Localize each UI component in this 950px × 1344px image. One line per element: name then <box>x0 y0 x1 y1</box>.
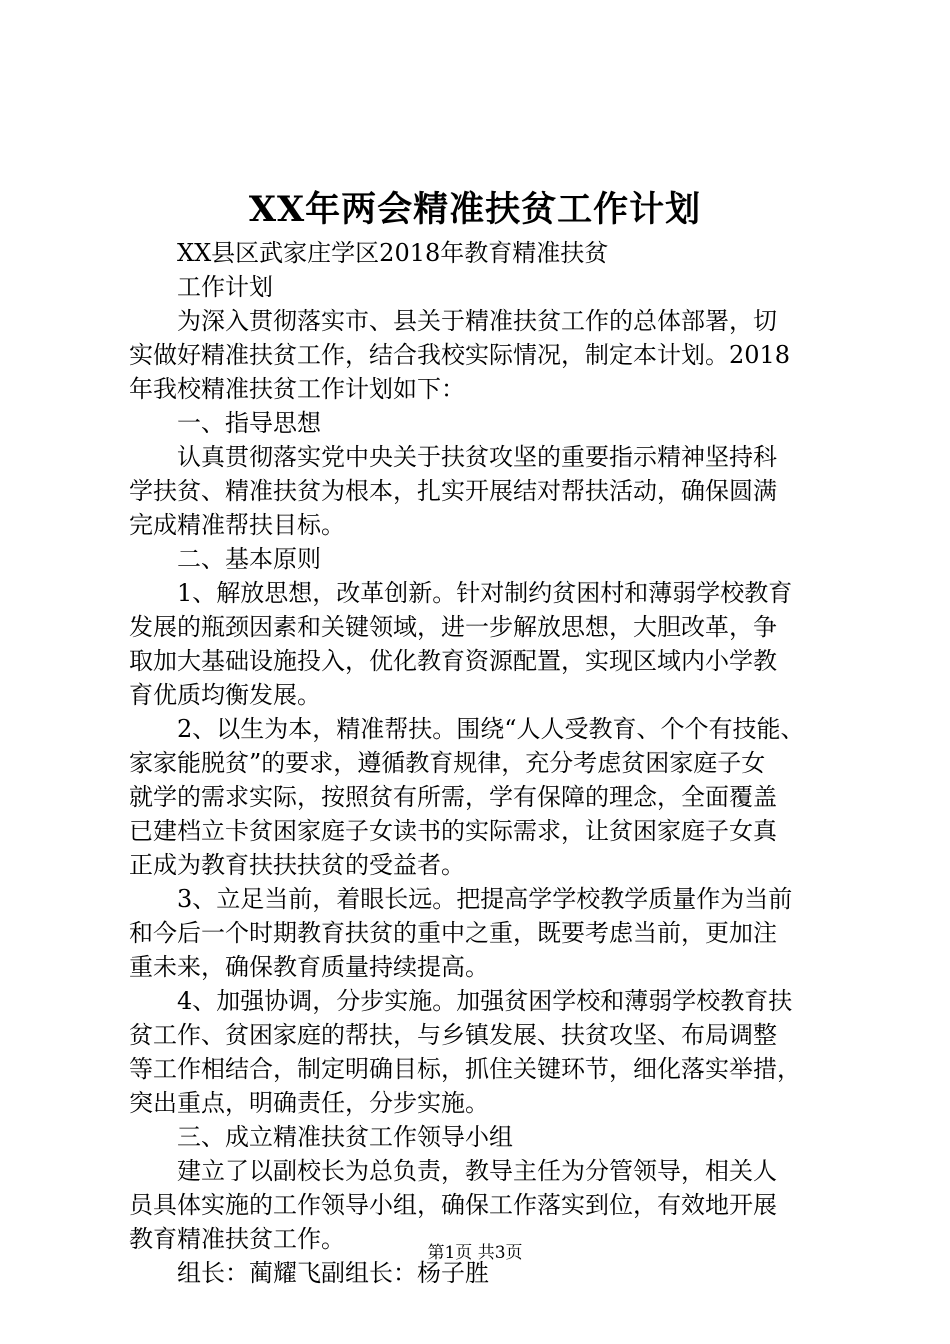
body-line: 2、以生为本，精准帮扶。围绕“人人受教育、个个有技能、 <box>177 715 805 743</box>
body-line: 已建档立卡贫困家庭子女读书的实际需求，让贫困家庭子女真 <box>129 817 777 845</box>
body-line: 突出重点，明确责任，分步实施。 <box>129 1089 489 1117</box>
body-line: 教育精准扶贫工作。 <box>129 1225 345 1253</box>
body-line: 三、成立精准扶贫工作领导小组 <box>177 1123 513 1151</box>
body-line: 为深入贯彻落实市、县关于精准扶贫工作的总体部署，切 <box>177 307 777 335</box>
body-line: 一、指导思想 <box>177 409 321 437</box>
body-line: 实做好精准扶贫工作，结合我校实际情况，制定本计划。2018 <box>129 341 791 369</box>
document-title: XX年两会精准扶贫工作计划 <box>248 189 702 230</box>
body-line: XX县区武家庄学区2018年教育精准扶贫 <box>177 239 609 267</box>
body-line: 建立了以副校长为总负责，教导主任为分管领导，相关人 <box>177 1157 777 1185</box>
body-line: 和今后一个时期教育扶贫的重中之重，既要考虑当前，更加注 <box>129 919 777 947</box>
body-line: 工作计划 <box>177 273 273 301</box>
body-line: 正成为教育扶扶扶贫的受益者。 <box>129 851 465 879</box>
body-line: 1、解放思想，改革创新。针对制约贫困村和薄弱学校教育 <box>177 579 793 607</box>
body-line: 完成精准帮扶目标。 <box>129 511 345 539</box>
body-line: 等工作相结合，制定明确目标，抓住关键环节，细化落实举措， <box>129 1055 801 1083</box>
document-body <box>129 236 842 1290</box>
body-line: 3、立足当前，着眼长远。把提高学学校教学质量作为当前 <box>177 885 793 913</box>
body-line: 贫工作、贫困家庭的帮扶，与乡镇发展、扶贫攻坚、布局调整 <box>129 1021 777 1049</box>
body-line: 取加大基础设施投入，优化教育资源配置，实现区域内小学教 <box>129 647 777 675</box>
body-line: 育优质均衡发展。 <box>129 681 321 709</box>
page-footer: 第1页 共3页 <box>427 1243 523 1263</box>
body-line: 员具体实施的工作领导小组，确保工作落实到位，有效地开展 <box>129 1191 777 1219</box>
body-line: 二、基本原则 <box>177 545 321 573</box>
body-line: 发展的瓶颈因素和关键领域，进一步解放思想，大胆改革，争 <box>129 613 777 641</box>
body-line: 认真贯彻落实党中央关于扶贫攻坚的重要指示精神坚持科 <box>177 443 777 471</box>
body-line: 就学的需求实际，按照贫有所需，学有保障的理念，全面覆盖 <box>129 783 777 811</box>
body-line: 年我校精准扶贫工作计划如下： <box>129 375 465 403</box>
body-line: 4、加强协调，分步实施。加强贫困学校和薄弱学校教育扶 <box>177 987 793 1015</box>
body-line: 学扶贫、精准扶贫为根本，扎实开展结对帮扶活动，确保圆满 <box>129 477 777 505</box>
body-line: 组长：蔺耀飞副组长：杨子胜 <box>177 1259 489 1287</box>
body-line: 家家能脱贫”的要求，遵循教育规律，充分考虑贫困家庭子女 <box>129 749 766 777</box>
body-line: 重未来，确保教育质量持续提高。 <box>129 953 489 981</box>
